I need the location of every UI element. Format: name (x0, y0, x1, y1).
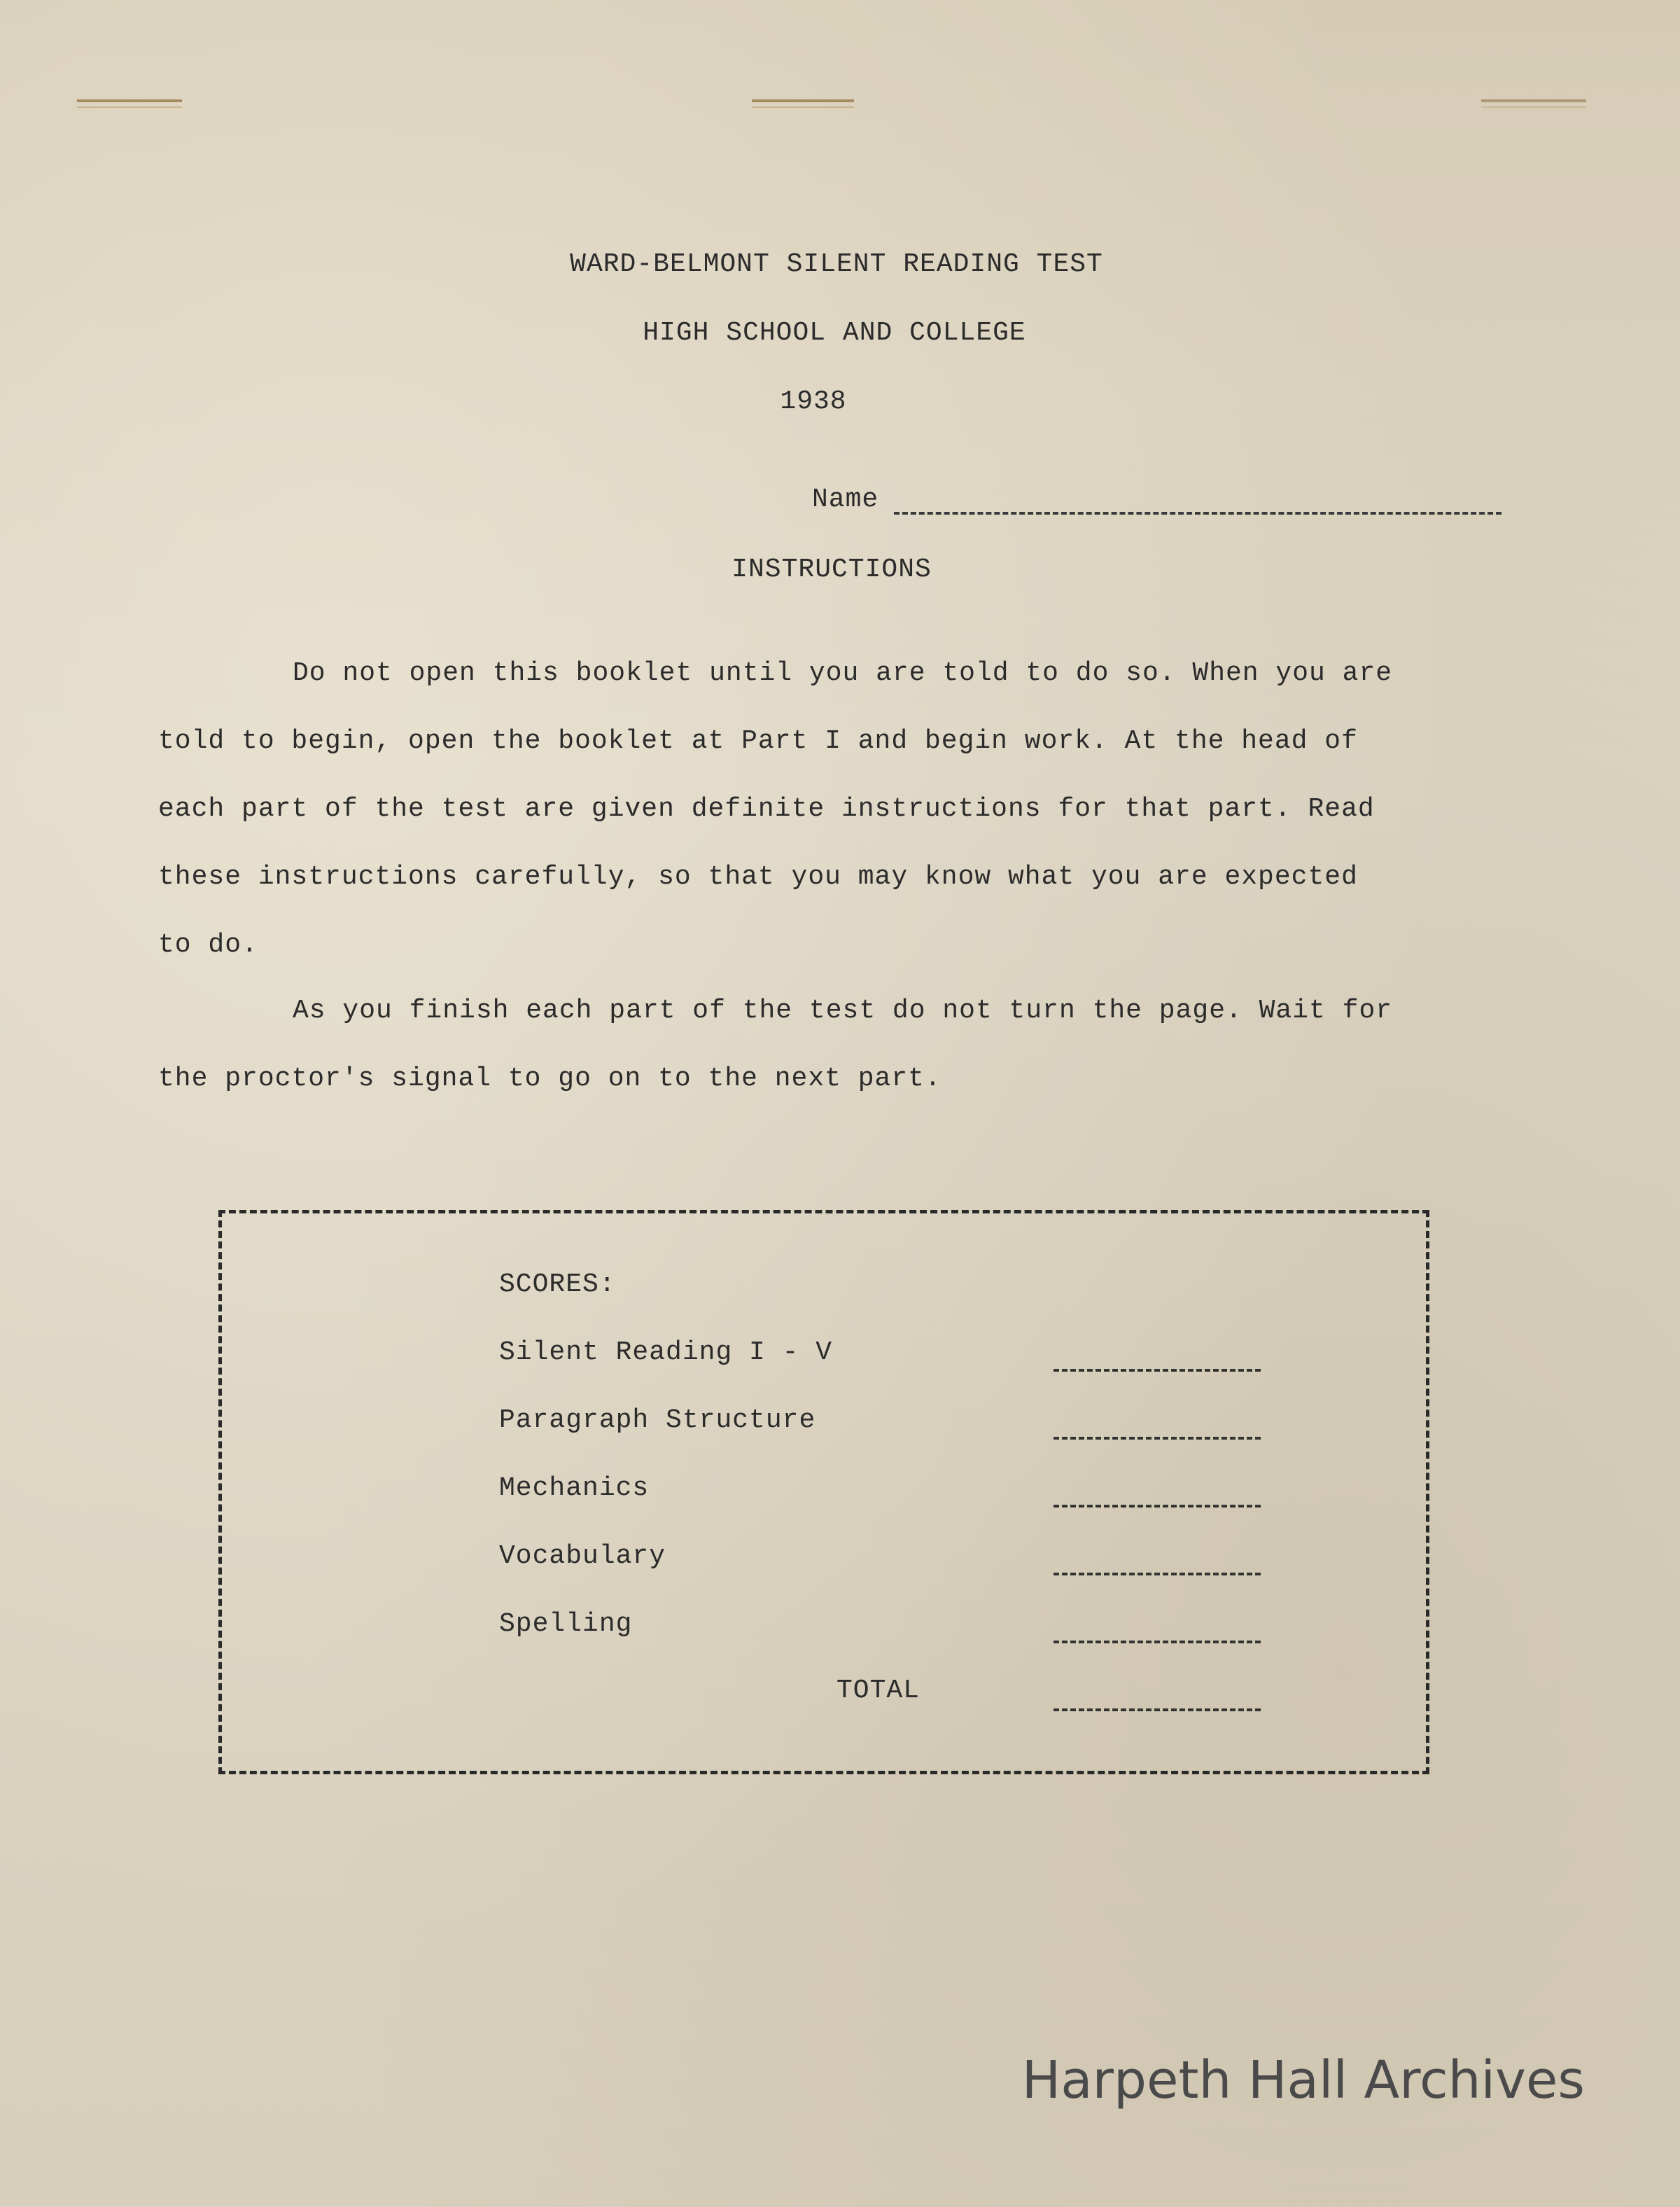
name-blank-line[interactable] (894, 487, 1502, 515)
name-label: Name (812, 485, 879, 515)
instructions-paragraph2-line: the proctor's signal to go on to the next part. (158, 1064, 941, 1094)
test-year: 1938 (780, 387, 847, 417)
score-label-spelling: Spelling (499, 1609, 633, 1639)
scores-box (218, 1210, 1429, 1774)
score-blank-mechanics[interactable] (1054, 1505, 1261, 1508)
staple-mark-center (752, 99, 854, 108)
score-blank-total[interactable] (1054, 1708, 1261, 1711)
score-blank-paragraph-structure[interactable] (1054, 1437, 1261, 1440)
test-title: WARD-BELMONT SILENT READING TEST (570, 249, 1103, 279)
test-subtitle: HIGH SCHOOL AND COLLEGE (643, 318, 1026, 348)
instructions-paragraph1-line: Do not open this booklet until you are told to do so. When you are (293, 658, 1393, 688)
instructions-paragraph1-line: each part of the test are given definite instructions for that part. Read (158, 794, 1375, 824)
staple-mark-left (77, 99, 182, 108)
score-blank-vocabulary[interactable] (1054, 1573, 1261, 1575)
archive-watermark: Harpeth Hall Archives (1021, 2050, 1585, 2110)
scores-heading: SCORES: (499, 1269, 616, 1300)
name-field[interactable] (812, 485, 1502, 515)
score-label-mechanics: Mechanics (499, 1473, 650, 1503)
score-label-silent-reading: Silent Reading I - V (499, 1337, 833, 1367)
score-blank-silent-reading[interactable] (1054, 1369, 1261, 1372)
score-blank-spelling[interactable] (1054, 1641, 1261, 1643)
instructions-paragraph1-line: to do. (158, 930, 258, 960)
staple-mark-right (1481, 99, 1586, 108)
instructions-paragraph1-line: told to begin, open the booklet at Part I and begin work. At the head of (158, 726, 1358, 756)
instructions-paragraph1-line: these instructions carefully, so that you may know what you are expected (158, 862, 1358, 892)
score-total-label: TOTAL (836, 1676, 920, 1706)
score-label-vocabulary: Vocabulary (499, 1541, 666, 1571)
score-label-paragraph-structure: Paragraph Structure (499, 1405, 816, 1435)
instructions-heading: INSTRUCTIONS (732, 555, 932, 585)
instructions-paragraph2-line: As you finish each part of the test do not turn the page. Wait for (293, 996, 1393, 1026)
